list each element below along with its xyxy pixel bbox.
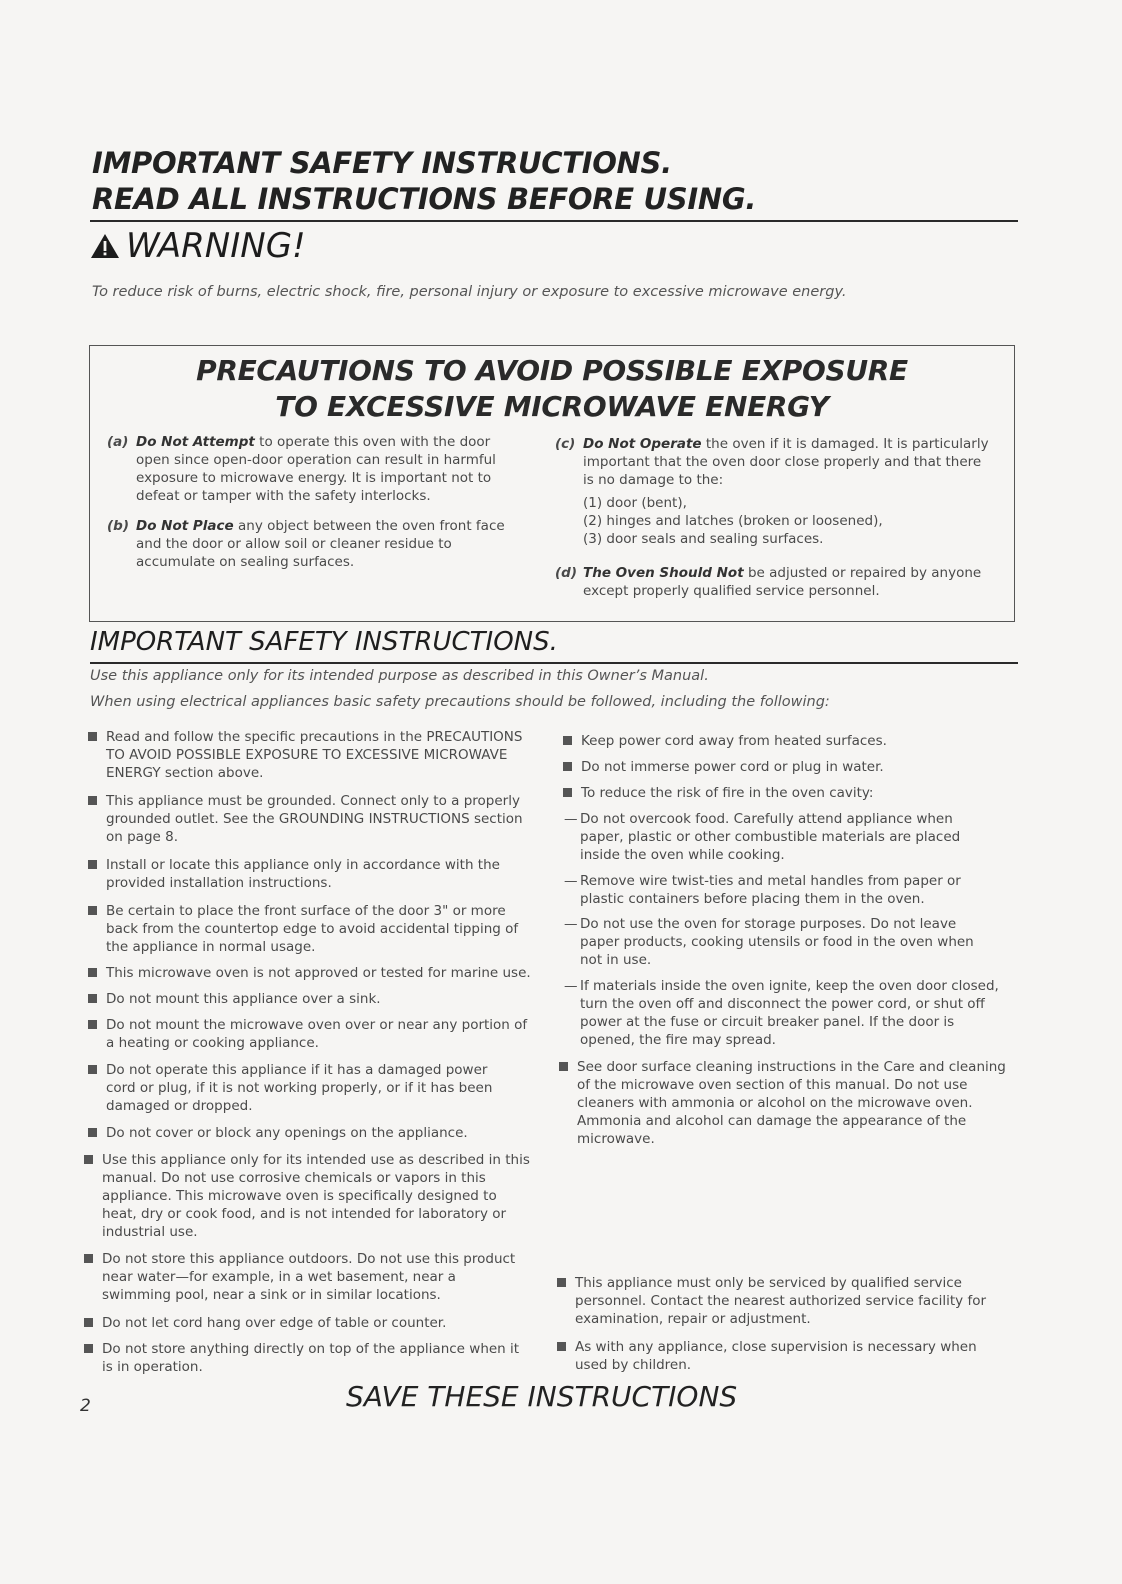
bullet-square-icon — [557, 1342, 566, 1351]
bullet-square-icon — [563, 788, 572, 797]
precaution-d-text: be adjusted or repaired by anyone except properly qualified service personnel. — [583, 565, 982, 599]
sub-list-item: — Do not use the oven for storage purposes. Do not leave paper products, cooking utensils or food in the oven when not in use. — [564, 916, 974, 968]
list-item: Do not immerse power cord or plug in water. — [563, 758, 1003, 776]
bullet-square-icon — [84, 1344, 93, 1353]
precaution-a-text: to operate this oven with the door open since open-door operation can result in harmful exposure to microwave energy. It is important not to defeat or tamper with the safety interlocks. — [136, 434, 496, 504]
bullet-square-icon — [84, 1254, 93, 1263]
list-item: Do not operate this appliance if it has a damaged power cord or plug, if it is not working properly, or if it has been damaged or dropped. — [88, 1061, 508, 1115]
sub-list-item: — If materials inside the oven ignite, keep the oven door closed, turn the oven off and disconnect the power cord, or shut off power at the fuse or circuit breaker panel. If the door is opened, the fire may spread. — [564, 978, 999, 1048]
list-item: Do not store anything directly on top of the appliance when it is in operation. — [84, 1340, 524, 1376]
sub-list-item: — Remove wire twist-ties and metal handles from paper or plastic containers before placing them in the oven. — [564, 873, 961, 907]
bullet-square-icon — [563, 736, 572, 745]
list-item: See door surface cleaning instructions in the Care and cleaning of the microwave oven section of this manual. Do not use cleaners with ammonia or alcohol on the microwave oven. Ammonia and alcohol can damage the appearance of the microwave. — [559, 1058, 1007, 1148]
bullet-square-icon — [88, 1065, 97, 1074]
list-item: Keep power cord away from heated surfaces. — [563, 732, 1003, 750]
safety-intro-1: Use this appliance only for its intended purpose as described in this Owner’s Manual. — [90, 668, 709, 684]
list-item: Be certain to place the front surface of the door 3" or more back from the countertop edge to avoid accidental tipping of the appliance in normal usage. — [88, 902, 533, 956]
warning-title: WARNING! — [126, 226, 306, 266]
precaution-c — [555, 435, 995, 548]
bullet-square-icon — [557, 1278, 566, 1287]
bullet-square-icon — [88, 1020, 97, 1029]
bullet-square-icon — [559, 1062, 568, 1071]
list-item: Use this appliance only for its intended use as described in this manual. Do not use corrosive chemicals or vapors in this appliance. This microwave oven is specifically designed to heat, dry or cook food, and is not intended for laboratory or industrial use. — [84, 1151, 534, 1241]
bullet-square-icon — [88, 994, 97, 1003]
precaution-d — [555, 564, 995, 600]
precaution-d-letter: (d) — [555, 565, 578, 581]
warning-heading — [90, 226, 306, 266]
dash-marker: — — [564, 978, 578, 994]
list-item: This microwave oven is not approved or tested for marine use. — [88, 964, 538, 982]
bullet-square-icon — [88, 1128, 97, 1137]
dash-marker: — — [564, 873, 578, 889]
list-item: Install or locate this appliance only in accordance with the provided installation instructions. — [88, 856, 533, 892]
list-item: Do not let cord hang over edge of table or counter. — [84, 1314, 529, 1332]
list-item: This appliance must only be serviced by qualified service personnel. Contact the nearest authorized service facility for examination, repair or adjustment. — [557, 1274, 987, 1328]
precaution-c-sub1: (1) door (bent), — [583, 495, 687, 511]
warning-subtitle: To reduce risk of burns, electric shock, fire, personal injury or exposure to excessive microwave energy. — [92, 284, 847, 300]
safety-rule — [90, 662, 1018, 664]
sub-list-item: — Do not overcook food. Carefully attend appliance when paper, plastic or other combustible materials are placed inside the oven while cooking. — [564, 811, 961, 863]
header-rule — [90, 220, 1018, 222]
warning-triangle-icon — [90, 232, 120, 260]
precaution-b-letter: (b) — [107, 518, 130, 534]
list-item: Do not mount the microwave oven over or near any portion of a heating or cooking appliance. — [88, 1016, 533, 1052]
list-item: Read and follow the specific precautions in the PRECAUTIONS TO AVOID POSSIBLE EXPOSURE TO EXCESSIVE MICROWAVE ENERGY section above. — [88, 728, 533, 782]
safety-intro-2: When using electrical appliances basic safety precautions should be followed, including the following: — [90, 694, 830, 710]
save-instructions-title: SAVE THESE INSTRUCTIONS — [346, 1380, 738, 1413]
page-number: 2 — [80, 1396, 91, 1416]
bullet-square-icon — [88, 796, 97, 805]
bullet-square-icon — [88, 860, 97, 869]
safety-title: IMPORTANT SAFETY INSTRUCTIONS. — [90, 627, 558, 657]
precaution-c-sub3: (3) door seals and sealing surfaces. — [583, 531, 824, 547]
precaution-b — [107, 517, 527, 571]
precaution-a-letter: (a) — [107, 434, 129, 450]
list-item: To reduce the risk of fire in the oven cavity: — [563, 784, 1003, 802]
list-item: Do not mount this appliance over a sink. — [88, 990, 533, 1008]
precaution-c-text: the oven if it is damaged. It is particularly important that the oven door close properly and that there is no damage to the: — [583, 436, 989, 488]
precaution-b-text: any object between the oven front face and the door or allow soil or cleaner residue to accumulate on sealing surfaces. — [136, 518, 505, 570]
precaution-c-letter: (c) — [555, 436, 576, 452]
bullet-square-icon — [84, 1155, 93, 1164]
bullet-square-icon — [84, 1318, 93, 1327]
list-item: As with any appliance, close supervision is necessary when used by children. — [557, 1338, 987, 1374]
bullet-square-icon — [88, 968, 97, 977]
bullet-square-icon — [563, 762, 572, 771]
precaution-c-sub2: (2) hinges and latches (broken or loosened), — [583, 513, 883, 529]
precautions-title-1: PRECAUTIONS TO AVOID POSSIBLE EXPOSURE — [196, 354, 908, 387]
list-item: Do not cover or block any openings on the appliance. — [88, 1124, 533, 1142]
header-line-1: IMPORTANT SAFETY INSTRUCTIONS. — [92, 146, 672, 180]
precaution-c-lead: Do Not Operate — [583, 436, 702, 452]
precaution-d-lead: The Oven Should Not — [583, 565, 744, 581]
header-line-2: READ ALL INSTRUCTIONS BEFORE USING. — [92, 182, 757, 216]
bullet-square-icon — [88, 732, 97, 741]
precaution-b-lead: Do Not Place — [136, 518, 234, 534]
list-item: Do not store this appliance outdoors. Do not use this product near water—for example, in a wet basement, near a swimming pool, near a sink or in similar locations. — [84, 1250, 529, 1304]
list-item: This appliance must be grounded. Connect only to a properly grounded outlet. See the GROUNDING INSTRUCTIONS section on page 8. — [88, 792, 533, 846]
precaution-a — [107, 433, 527, 505]
precautions-title-2: TO EXCESSIVE MICROWAVE ENERGY — [275, 390, 829, 423]
dash-marker: — — [564, 916, 578, 932]
dash-marker: — — [564, 811, 578, 827]
precaution-a-lead: Do Not Attempt — [136, 434, 255, 450]
bullet-square-icon — [88, 906, 97, 915]
